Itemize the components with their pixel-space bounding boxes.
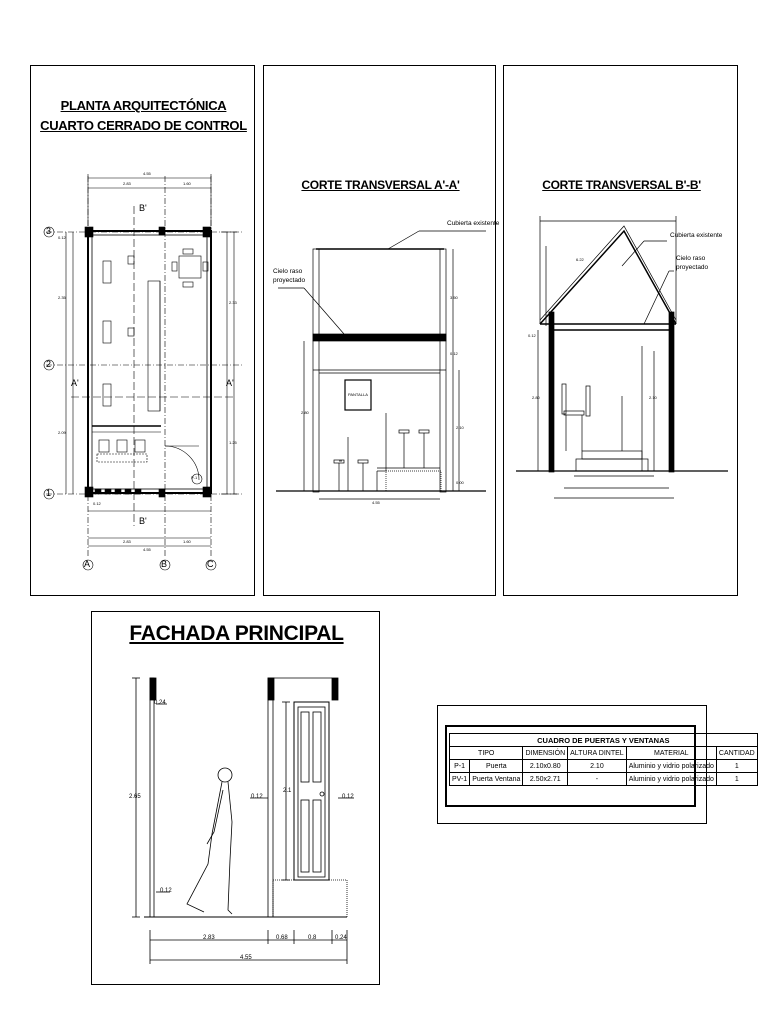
cut-a-left-label: A' [71,378,79,388]
section-b-dim-2: 0.12 [528,333,536,338]
section-a-title: CORTE TRANSVERSAL A'-A' [301,178,460,192]
table-row [450,760,758,773]
facade-dim-height: 2.65 [129,794,141,800]
section-b-dim-1: 2.80 [532,395,540,400]
table-cell: P-1 [450,760,470,773]
section-a-drawing [264,66,500,597]
facade-dim-left-wall: 0.12 [251,794,263,800]
section-a-panel [263,65,500,596]
door-window-table [449,733,758,786]
door-tag: P-1 [191,475,198,480]
table-cell: PV-1 [450,773,470,786]
section-a-ceiling-label-2: proyectado [273,277,306,284]
cut-b-top-label: B' [139,203,147,213]
table-cell: Puerta Ventana [470,773,523,786]
section-b-ceiling-label-1: Cielo raso [676,255,706,262]
section-b-roof-label: Cubierta existente [670,232,723,239]
door-table-header-altura: ALTURA DINTEL [568,747,627,760]
plan-dim-top-1: 2.83 [123,181,131,186]
table-cell: 2.10x0.80 [523,760,568,773]
plan-dim-left-3: 2.09 [58,430,66,435]
table-cell: Aluminio y vidrio polarizado [626,760,716,773]
section-b-dim-4: 2.10 [649,395,657,400]
section-a-dim-2: 2.10 [456,425,464,430]
facade-dim-seg1: 2.83 [203,935,215,941]
table-cell: Puerta [470,760,523,773]
plan-dim-left-2: 2.35 [58,295,66,300]
axis-row-1: 1 [46,488,52,498]
section-a-dim-6: 0.00 [456,480,464,485]
section-b-dim-3: 6.22 [576,257,584,262]
plan-dim-right-2: 1.25 [229,440,237,445]
table-cell: 2.50x2.71 [523,773,568,786]
plan-dim-bottom-2: 1.60 [183,539,191,544]
section-a-roof-label: Cubierta existente [447,220,500,227]
door-table-title: CUADRO DE PUERTAS Y VENTANAS [450,734,758,747]
table-row [450,773,758,786]
table-cell: 1 [716,760,757,773]
facade-dim-base: 0.12 [160,888,172,894]
facade-dim-top: 0.24 [154,700,166,706]
section-a-dim-4: 4.55 [372,500,380,505]
facade-dim-door-height: 2.1 [283,788,292,794]
floor-plan-panel [30,65,255,596]
facade-dim-seg3: 0.8 [308,935,317,941]
plan-dim-top-2: 1.60 [183,181,191,186]
axis-col-c: C [207,559,214,569]
section-b-ceiling-label-2: proyectado [676,264,709,271]
facade-dim-right-wall: 0.12 [342,794,354,800]
axis-col-a: A [84,559,91,569]
table-cell: - [568,773,627,786]
table-cell: 1 [716,773,757,786]
section-a-screen-label: PANTALLA [348,392,368,397]
section-a-ceiling-label-1: Cielo raso [273,268,303,275]
facade-title: FACHADA PRINCIPAL [129,622,344,645]
section-a-dim-3: 0.12 [450,351,458,356]
section-a-dim-1: 3.50 [450,295,458,300]
plan-dim-base: 0.12 [93,501,101,506]
cut-b-bottom-label: B' [139,516,147,526]
axis-col-b: B [161,559,168,569]
door-table-header-cantidad: CANTIDAD [716,747,757,760]
section-b-title: CORTE TRANSVERSAL B'-B' [542,178,701,192]
section-a-dim-5: 2.80 [301,410,309,415]
plan-dim-bottom-1: 2.83 [123,539,131,544]
section-b-drawing [504,66,739,597]
plan-dim-right-1: 2.33 [229,300,237,305]
table-cell: 2.10 [568,760,627,773]
door-table-panel [437,705,755,824]
door-table-header-dimension: DIMENSIÓN [523,747,568,760]
axis-row-2: 2 [46,359,52,369]
cut-a-right-label: A' [226,378,234,388]
door-table-header-material: MATERIAL [626,747,716,760]
facade-panel [91,611,380,985]
plan-title-1: PLANTA ARQUITECTÓNICA [60,98,227,113]
table-cell: Aluminio y vidrio polarizado [626,773,716,786]
plan-dim-top-total: 4.55 [143,171,151,176]
plan-dim-bottom-total: 4.55 [143,547,151,552]
axis-row-3: 3 [46,226,52,236]
door-table-header-tipo: TIPO [450,747,523,760]
facade-dim-seg2: 0.68 [276,935,288,941]
section-b-panel [503,65,738,596]
facade-dim-total: 4.55 [240,955,252,961]
plan-dim-left-1: 0.12 [58,235,66,240]
facade-dim-seg4: 0.24 [335,935,347,941]
plan-title-2: CUARTO CERRADO DE CONTROL [40,118,247,133]
